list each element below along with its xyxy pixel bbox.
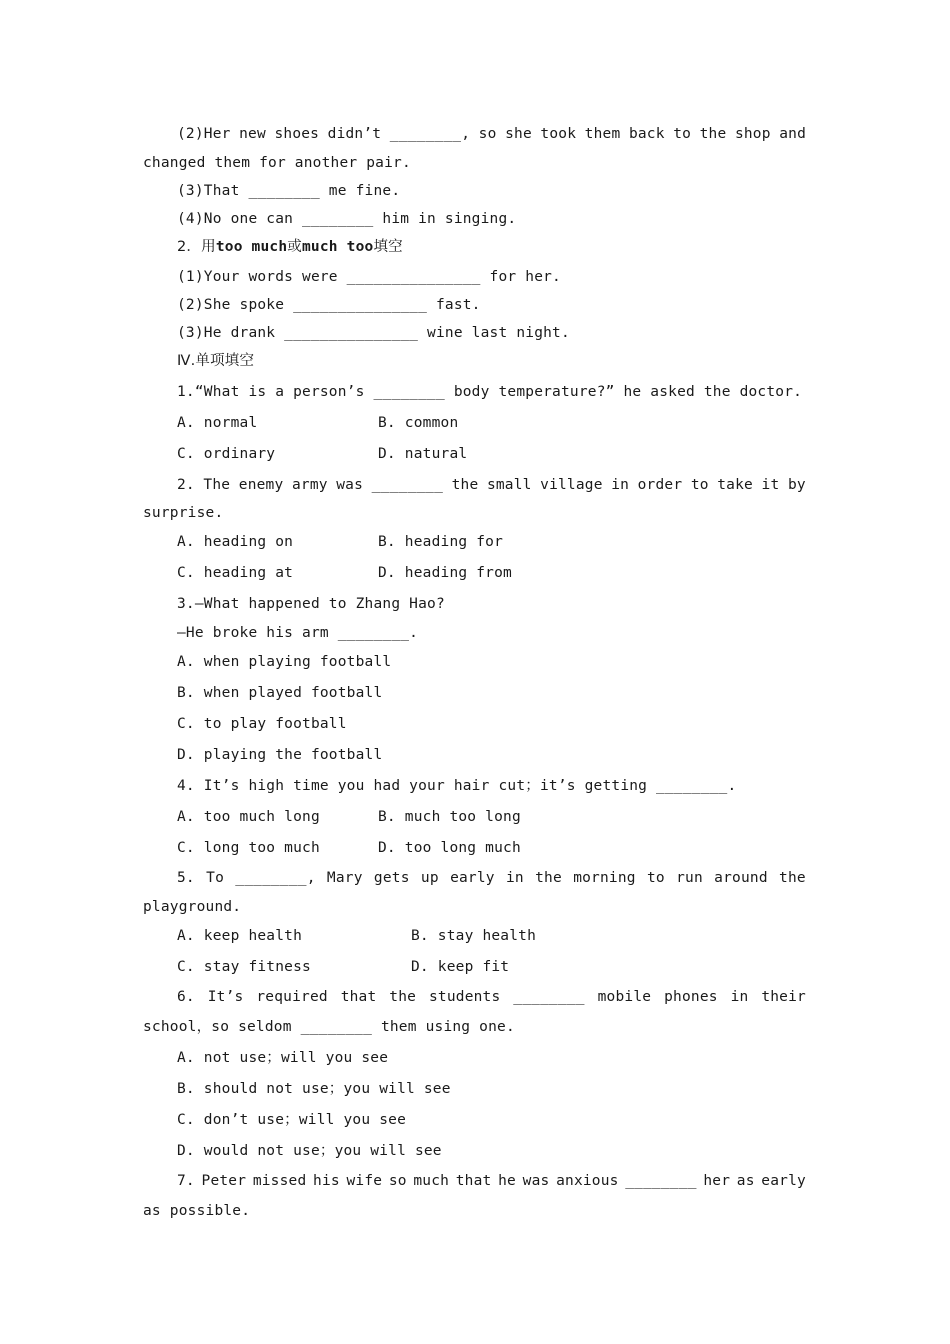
mc-q6-option-a: A. not use；will you see: [177, 1050, 389, 1066]
word: To: [206, 870, 225, 886]
word: them: [584, 126, 621, 142]
word: ________,: [235, 870, 316, 886]
word: 6.: [177, 989, 195, 1005]
word: mobile: [597, 989, 652, 1005]
subsection-2-heading: 2．用too much或much too填空: [177, 239, 403, 255]
word: in: [730, 989, 749, 1005]
question-3: (3)That ________ me fine.: [177, 183, 401, 199]
mc-q2-option-d: D. heading from: [378, 565, 512, 581]
mc-q5-option-b: B. stay health: [411, 928, 537, 944]
word: that: [455, 1173, 492, 1189]
mc-question-5-line-1: [177, 868, 806, 888]
word: shop: [734, 126, 771, 142]
word: 2.: [177, 477, 195, 493]
mc-q4-option-b: B. much too long: [378, 809, 521, 825]
mc-question-3-line-2: —He broke his arm ________.: [177, 625, 419, 641]
word: in: [611, 477, 630, 493]
word: their: [761, 989, 806, 1005]
mc-q1-option-a: A. normal: [177, 415, 258, 431]
word: as: [736, 1173, 755, 1189]
word: It’s: [207, 989, 244, 1005]
word: was: [336, 477, 364, 493]
word: didn’t: [327, 126, 382, 142]
word: Peter: [201, 1173, 247, 1189]
word: army: [291, 477, 328, 493]
word: Mary: [326, 870, 363, 886]
mc-q6-option-c: C. don’t use；will you see: [177, 1112, 407, 1128]
mc-q1-option-c: C. ordinary: [177, 446, 276, 462]
word: the: [389, 989, 417, 1005]
word: by: [787, 477, 806, 493]
word: early: [761, 1173, 806, 1189]
word: anxious: [556, 1173, 619, 1189]
word: to: [673, 126, 692, 142]
word: back: [628, 126, 665, 142]
word: new: [239, 126, 266, 142]
word: shoes: [274, 126, 320, 142]
mc-q1-option-b: B. common: [378, 415, 459, 431]
word: wife: [346, 1173, 383, 1189]
word: much: [413, 1173, 450, 1189]
word: The: [203, 477, 231, 493]
word: to: [690, 477, 709, 493]
mc-q5-option-c: C. stay fitness: [177, 959, 311, 975]
word: students: [428, 989, 501, 1005]
word: 5.: [177, 870, 195, 886]
word: the: [451, 477, 479, 493]
word: ________: [625, 1173, 697, 1189]
word: small: [486, 477, 532, 493]
word: morning: [573, 870, 636, 886]
question-4: (4)No one can ________ him in singing.: [177, 211, 517, 227]
mc-question-2-line-1: [177, 475, 806, 495]
mc-q6-option-d: D. would not use；you will see: [177, 1143, 442, 1159]
mc-q4-option-a: A. too much long: [177, 809, 320, 825]
word: enemy: [238, 477, 284, 493]
fill-question-2: (2)She spoke _______________ fast.: [177, 297, 481, 313]
word: 7.: [177, 1173, 195, 1189]
word: early: [450, 870, 495, 886]
mc-q3-option-b: B. when played football: [177, 685, 383, 701]
mc-q3-option-a: A. when playing football: [177, 654, 392, 670]
mc-q2-option-b: B. heading for: [378, 534, 504, 550]
word: and: [779, 126, 806, 142]
word: the: [779, 870, 806, 886]
word: to: [646, 870, 665, 886]
mc-q2-option-a: A. heading on: [177, 534, 294, 550]
mc-question-5-line-2: playground.: [143, 899, 242, 915]
fill-question-3: (3)He drank _______________ wine last night.: [177, 325, 570, 341]
word: order: [637, 477, 683, 493]
word: ________: [371, 477, 444, 493]
word: required: [256, 989, 328, 1005]
mc-q1-option-d: D. natural: [378, 446, 468, 462]
word: in: [505, 870, 524, 886]
mc-q2-option-c: C. heading at: [177, 565, 294, 581]
word: gets: [373, 870, 410, 886]
word: phones: [664, 989, 718, 1005]
mc-question-6-line-1: [177, 987, 806, 1007]
word: missed: [252, 1173, 307, 1189]
mc-q6-option-b: B. should not use；you will see: [177, 1081, 451, 1097]
word: his: [313, 1173, 340, 1189]
mc-question-2-line-2: surprise.: [143, 505, 224, 521]
fill-question-1: (1)Your words were _______________ for her.: [177, 269, 561, 285]
word: up: [420, 870, 439, 886]
mc-q4-option-d: D. too long much: [378, 840, 521, 856]
word: around: [714, 870, 768, 886]
mc-question-4-stem: 4. It’s high time you had your hair cut；it’s getting ________.: [177, 778, 737, 794]
word: ________,: [389, 126, 471, 142]
word: she: [505, 126, 532, 142]
question-2-line-1: [177, 124, 806, 144]
mc-q3-option-d: D. playing the football: [177, 747, 383, 763]
word: it: [761, 477, 780, 493]
word: the: [699, 126, 727, 142]
word: village: [540, 477, 603, 493]
mc-question-1-stem: 1.“What is a person’s ________ body temperature?” he asked the doctor.: [177, 384, 803, 400]
mc-q5-option-d: D. keep fit: [411, 959, 510, 975]
word: her: [703, 1173, 731, 1189]
mc-question-7-line-1: [177, 1171, 806, 1191]
word: so: [478, 126, 497, 142]
word: he: [498, 1173, 516, 1189]
word: ________: [513, 989, 585, 1005]
word: so: [388, 1173, 407, 1189]
word: take: [717, 477, 753, 493]
mc-q4-option-c: C. long too much: [177, 840, 320, 856]
word: took: [540, 126, 577, 142]
question-2-line-2: changed them for another pair.: [143, 155, 411, 171]
mc-q3-option-c: C. to play football: [177, 716, 347, 732]
word: run: [676, 870, 703, 886]
mc-question-6-line-2: school，so seldom ________ them using one.: [143, 1019, 515, 1035]
word: was: [522, 1173, 550, 1189]
mc-question-7-line-2: as possible.: [143, 1203, 251, 1219]
word: the: [535, 870, 562, 886]
section-4-heading: Ⅳ.单项填空: [177, 353, 255, 369]
mc-question-3-line-1: 3.—What happened to Zhang Hao?: [177, 596, 445, 612]
word: (2)Her: [177, 126, 231, 142]
mc-q5-option-a: A. keep health: [177, 928, 303, 944]
word: that: [340, 989, 377, 1005]
